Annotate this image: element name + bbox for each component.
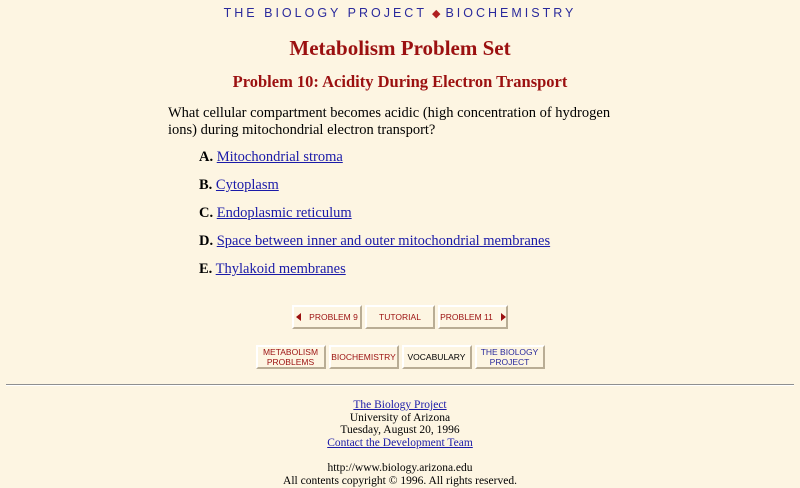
banner-left-text: THE BIOLOGY PROJECT	[223, 6, 427, 20]
biology-project-button[interactable]	[475, 345, 545, 369]
biochemistry-button[interactable]	[329, 345, 399, 369]
section-links	[0, 345, 800, 369]
answer-letter: A.	[199, 149, 214, 165]
date-text: Tuesday, August 20, 1996	[340, 424, 460, 436]
metabolism-label-line1: METABOLISM	[262, 347, 319, 357]
question-text: What cellular compartment becomes acidic (high concentration of hydrogen ions) during mitochondrial electron transport?	[168, 105, 611, 138]
site-banner[interactable]	[0, 6, 800, 22]
next-problem-button[interactable]	[438, 305, 508, 329]
footer-bottom	[0, 462, 800, 487]
arrow-right-icon	[501, 313, 506, 321]
next-problem-label: PROBLEM 11	[440, 312, 493, 322]
contact-link[interactable]: Contact the Development Team	[327, 436, 473, 449]
arrow-left-icon	[296, 313, 301, 321]
answer-letter: C.	[199, 205, 214, 221]
footer	[0, 399, 800, 449]
biology-label-line1: THE BIOLOGY	[480, 347, 539, 357]
answer-link-d[interactable]: Space between inner and outer mitochondrial membranes	[216, 233, 551, 249]
answer-letter: B.	[199, 177, 213, 193]
biochemistry-label: BIOCHEMISTRY	[331, 352, 396, 362]
answer-link-c[interactable]: Endoplasmic reticulum	[216, 205, 352, 221]
answer-letter: D.	[199, 233, 214, 249]
answer-link-a[interactable]: Mitochondrial stroma	[216, 149, 343, 165]
answer-item-a	[199, 148, 550, 176]
answer-item-c	[199, 204, 550, 232]
prev-problem-button[interactable]	[292, 305, 362, 329]
answer-item-d	[199, 232, 550, 260]
site-url-text: http://www.biology.arizona.edu	[327, 462, 473, 474]
vocabulary-label: VOCABULARY	[407, 352, 466, 362]
prev-problem-label: PROBLEM 9	[309, 312, 358, 322]
answer-item-b	[199, 176, 550, 204]
horizontal-divider	[6, 384, 794, 386]
banner-diamond-icon: ◆	[431, 8, 441, 20]
university-text: University of Arizona	[349, 411, 451, 424]
vocabulary-button[interactable]	[402, 345, 472, 369]
metabolism-problems-button[interactable]	[256, 345, 326, 369]
biology-label-line2: PROJECT	[489, 357, 530, 367]
page-title: Metabolism Problem Set	[289, 36, 511, 60]
problem-nav	[0, 305, 800, 329]
problem-title: Problem 10: Acidity During Electron Transport	[232, 72, 568, 91]
tutorial-label: TUTORIAL	[379, 312, 421, 322]
banner-right-text: BIOCHEMISTRY	[445, 6, 577, 20]
answer-link-b[interactable]: Cytoplasm	[215, 177, 279, 193]
answer-letter: E.	[199, 261, 213, 277]
biology-project-link[interactable]: The Biology Project	[353, 399, 447, 411]
copyright-text: All contents copyright © 1996. All rights reserved.	[283, 474, 517, 487]
tutorial-button[interactable]	[365, 305, 435, 329]
answer-link-e[interactable]: Thylakoid membranes	[215, 261, 346, 277]
metabolism-label-line2: PROBLEMS	[266, 357, 315, 367]
answer-list	[199, 148, 550, 288]
answer-item-e	[199, 260, 550, 288]
